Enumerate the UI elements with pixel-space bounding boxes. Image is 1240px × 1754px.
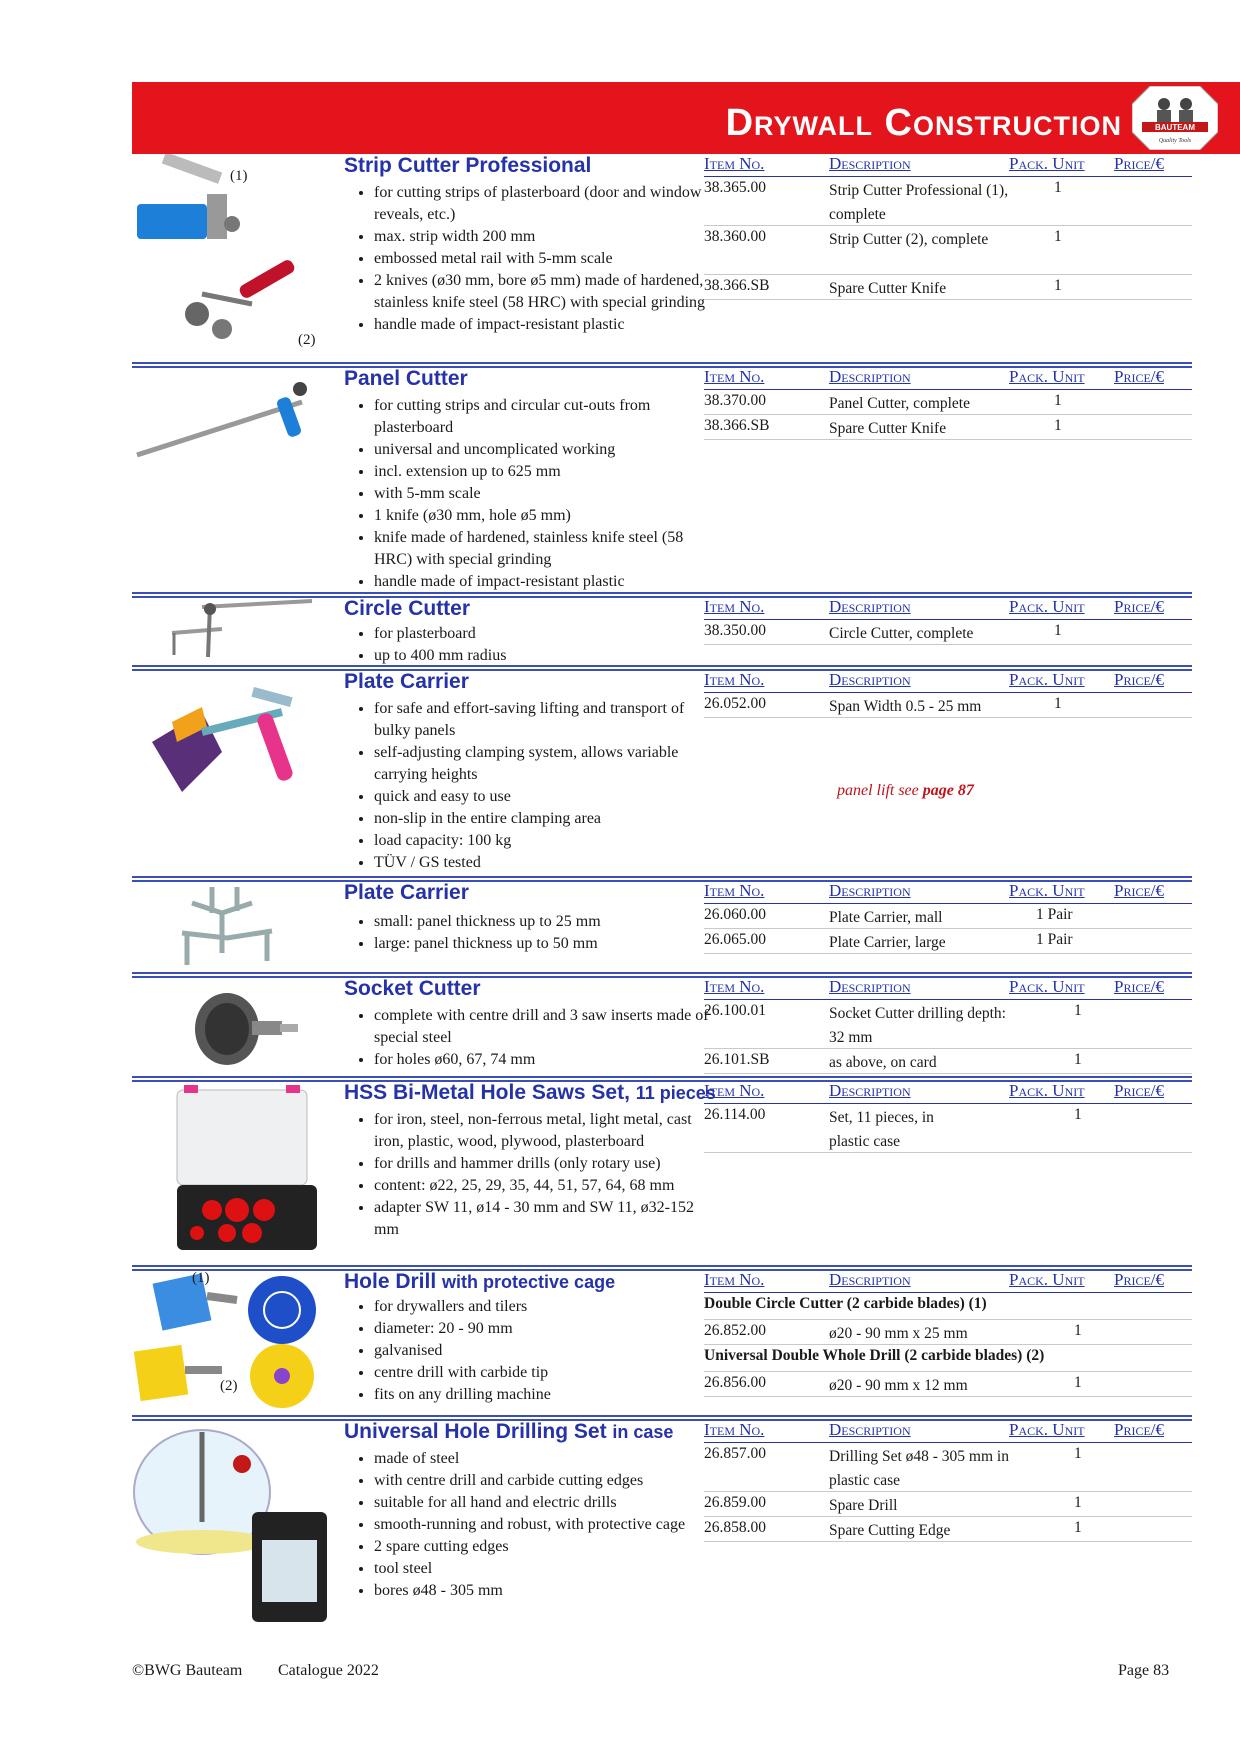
feature-item: • large: panel thickness up to 50 mm: [374, 933, 714, 955]
order-table: [704, 670, 1192, 718]
table-group-label: Double Circle Cutter (2 carbide blades) (1): [704, 1293, 1192, 1320]
product-title: [344, 1420, 673, 1444]
table-group-label: Universal Double Whole Drill (2 carbide blades) (2): [704, 1345, 1192, 1372]
feature-item: • for plasterboard: [374, 623, 714, 645]
item-no: 26.052.00: [704, 695, 766, 712]
item-no: 38.366.SB: [704, 417, 770, 434]
col-pack: Pack. Unit: [1009, 670, 1085, 689]
item-no: 26.065.00: [704, 931, 766, 948]
col-item: Item No.: [704, 1081, 765, 1100]
section-hole-saw-set: [132, 1081, 1192, 1261]
col-price: Price/€: [1114, 597, 1165, 616]
item-no: 38.365.00: [704, 179, 766, 196]
feature-item: • made of steel: [374, 1448, 714, 1470]
plate-carrier-image: [142, 682, 322, 832]
feature-list: [344, 1448, 714, 1602]
logo-text: BAUTEAM: [1155, 123, 1195, 132]
feature-item: • complete with centre drill and 3 saw inserts made of special steel: [374, 1005, 714, 1049]
item-no: 38.366.SB: [704, 277, 770, 294]
product-title: Strip Cutter Professional: [344, 154, 592, 177]
table-header: [704, 670, 1192, 693]
item-no: 26.114.00: [704, 1106, 766, 1123]
section-strip-cutter: [132, 154, 1192, 360]
item-no: 26.060.00: [704, 906, 766, 923]
col-description: Description: [829, 1270, 911, 1289]
table-header: [704, 367, 1192, 390]
pack-unit: 1: [1054, 277, 1062, 294]
table-row: [704, 929, 1192, 954]
title-main: HSS Bi-Metal Hole Saws Set,: [344, 1081, 636, 1104]
col-pack: Pack. Unit: [1009, 977, 1085, 996]
feature-item: • for cutting strips and circular cut-outs from plasterboard: [374, 395, 714, 439]
col-price: Price/€: [1114, 1081, 1165, 1100]
pack-unit: 1: [1074, 1494, 1082, 1511]
product-title: [344, 1270, 615, 1294]
table-row: [704, 1049, 1192, 1074]
pack-unit: 1: [1054, 417, 1062, 434]
feature-item: • non-slip in the entire clamping area: [374, 808, 714, 830]
table-row: [704, 1000, 1192, 1049]
table-header: [704, 1270, 1192, 1293]
col-price: Price/€: [1114, 154, 1165, 173]
feature-list: [344, 1296, 714, 1406]
feature-item: • with 5-mm scale: [374, 483, 714, 505]
order-table: [704, 1081, 1192, 1153]
table-header: [704, 597, 1192, 620]
table-row: [704, 1320, 1192, 1345]
title-main: Hole Drill: [344, 1270, 443, 1293]
table-header: [704, 154, 1192, 177]
feature-item: • bores ø48 - 305 mm: [374, 1580, 714, 1602]
description: Strip Cutter (2), complete: [829, 231, 989, 248]
table-row: [704, 620, 1192, 645]
title-sub: with protective cage: [442, 1272, 616, 1292]
socket-cutter-image: [182, 981, 302, 1069]
table-header: [704, 1081, 1192, 1104]
feature-item: • max. strip width 200 mm: [374, 226, 714, 248]
page-title: Drywall Construction: [725, 102, 1122, 144]
description: Spare Cutter Knife: [829, 280, 947, 297]
col-price: Price/€: [1114, 977, 1165, 996]
section-panel-cutter: [132, 367, 1192, 590]
col-description: Description: [829, 881, 911, 900]
feature-item: • for cutting strips of plasterboard (door and window reveals, etc.): [374, 182, 714, 226]
pack-unit: 1: [1054, 695, 1062, 712]
feature-item: • diameter: 20 - 90 mm: [374, 1318, 714, 1340]
pack-unit: 1: [1054, 622, 1062, 639]
pack-unit: 1: [1074, 1519, 1082, 1536]
col-description: Description: [829, 1081, 911, 1100]
item-no: 26.859.00: [704, 1494, 766, 1511]
feature-item: • for safe and effort-saving lifting and transport of bulky panels: [374, 698, 714, 742]
item-no: 38.370.00: [704, 392, 766, 409]
col-description: Description: [829, 977, 911, 996]
table-header: [704, 881, 1192, 904]
section-hole-drill: [132, 1270, 1192, 1412]
col-price: Price/€: [1114, 1270, 1165, 1289]
pack-unit: 1: [1054, 228, 1062, 245]
table-row: [704, 1104, 1192, 1153]
description: ø20 - 90 mm x 12 mm: [829, 1377, 968, 1394]
plate-carrier-set-image: [172, 883, 292, 969]
pack-unit: 1: [1074, 1374, 1082, 1391]
description: Span Width 0.5 - 25 mm: [829, 698, 982, 715]
col-pack: Pack. Unit: [1009, 154, 1085, 173]
feature-item: • 1 knife (ø30 mm, hole ø5 mm): [374, 505, 714, 527]
section-plate-carrier-2: [132, 881, 1192, 971]
panel-cutter-image: [132, 367, 332, 567]
description: Spare Drill: [829, 1497, 898, 1514]
product-title: Circle Cutter: [344, 597, 471, 620]
footer-copyright: ©BWG Bauteam: [132, 1662, 243, 1679]
description: Spare Cutting Edge: [829, 1522, 951, 1539]
col-pack: Pack. Unit: [1009, 597, 1085, 616]
pack-unit: 1: [1074, 1051, 1082, 1068]
pack-unit: 1 Pair: [1036, 906, 1073, 923]
hole-saw-case-image: [172, 1085, 322, 1255]
feature-item: • 2 spare cutting edges: [374, 1536, 714, 1558]
section-socket-cutter: [132, 977, 1192, 1073]
feature-item: • TÜV / GS tested: [374, 852, 714, 874]
feature-item: • for drills and hammer drills (only rotary use): [374, 1153, 714, 1175]
feature-list: [344, 182, 714, 336]
table-row: [704, 177, 1192, 226]
item-no: 38.360.00: [704, 228, 766, 245]
circle-cutter-image: [162, 597, 322, 663]
description: Panel Cutter, complete: [829, 395, 970, 412]
description: as above, on card: [829, 1054, 937, 1071]
bauteam-logo: [1132, 86, 1218, 150]
col-item: Item No.: [704, 977, 765, 996]
note-text: panel lift see: [837, 782, 923, 799]
pack-unit: 1: [1074, 1002, 1082, 1019]
item-no: 26.856.00: [704, 1374, 766, 1391]
col-price: Price/€: [1114, 670, 1165, 689]
feature-item: • small: panel thickness up to 25 mm: [374, 911, 714, 933]
col-pack: Pack. Unit: [1009, 1081, 1085, 1100]
col-price: Price/€: [1114, 1420, 1165, 1439]
pack-unit: 1: [1074, 1322, 1082, 1339]
table-header: [704, 1420, 1192, 1443]
product-title: Socket Cutter: [344, 977, 481, 1000]
item-no: 26.857.00: [704, 1445, 766, 1462]
section-plate-carrier: [132, 670, 1192, 870]
feature-item: • handle made of impact-resistant plastic: [374, 571, 714, 593]
cross-reference-note: [837, 782, 974, 800]
feature-item: • smooth-running and robust, with protective cage: [374, 1514, 714, 1536]
col-pack: Pack. Unit: [1009, 1420, 1085, 1439]
col-item: Item No.: [704, 670, 765, 689]
feature-item: • load capacity: 100 kg: [374, 830, 714, 852]
order-table: [704, 597, 1192, 645]
product-title: Plate Carrier: [344, 670, 469, 693]
col-item: Item No.: [704, 597, 765, 616]
order-table: [704, 367, 1192, 440]
pack-unit: 1: [1074, 1445, 1082, 1462]
feature-item: • quick and easy to use: [374, 786, 714, 808]
col-pack: Pack. Unit: [1009, 881, 1085, 900]
footer-page-number: Page 83: [1118, 1662, 1170, 1679]
image-label-1: (1): [192, 1270, 210, 1286]
col-description: Description: [829, 367, 911, 386]
table-header: [704, 977, 1192, 1000]
product-title: Plate Carrier: [344, 881, 469, 904]
description: Strip Cutter Professional (1), complete: [829, 182, 1009, 223]
logo-tagline: Quality Tools: [1158, 138, 1192, 144]
title-sub: in case: [612, 1422, 674, 1442]
order-table: [704, 977, 1192, 1074]
col-pack: Pack. Unit: [1009, 367, 1085, 386]
feature-item: • suitable for all hand and electric drills: [374, 1492, 714, 1514]
col-item: Item No.: [704, 1420, 765, 1439]
feature-item: • knife made of hardened, stainless knife steel (58 HRC) with special grinding: [374, 527, 714, 571]
item-no: 38.350.00: [704, 622, 766, 639]
col-item: Item No.: [704, 1270, 765, 1289]
item-no: 26.852.00: [704, 1322, 766, 1339]
feature-item: • for drywallers and tilers: [374, 1296, 714, 1318]
col-item: Item No.: [704, 881, 765, 900]
product-title: Panel Cutter: [344, 367, 468, 390]
order-table: [704, 1270, 1192, 1397]
image-label-1: (1): [230, 168, 248, 184]
order-table: [704, 1420, 1192, 1542]
item-no: 26.100.01: [704, 1002, 766, 1019]
col-item: Item No.: [704, 367, 765, 386]
image-label-2: (2): [220, 1378, 238, 1394]
table-row: [704, 1517, 1192, 1542]
col-description: Description: [829, 1420, 911, 1439]
description: Spare Cutter Knife: [829, 420, 947, 437]
feature-item: • incl. extension up to 625 mm: [374, 461, 714, 483]
product-title: [344, 1081, 716, 1105]
feature-item: • for iron, steel, non-ferrous metal, light metal, cast iron, plastic, wood, plywood, plasterboard: [374, 1109, 714, 1153]
description: Plate Carrier, mall: [829, 909, 943, 926]
section-circle-cutter: [132, 597, 1192, 663]
feature-list: [344, 698, 714, 874]
col-description: Description: [829, 154, 911, 173]
description: Circle Cutter, complete: [829, 625, 974, 642]
table-row: [704, 415, 1192, 440]
table-row: [704, 390, 1192, 415]
title-main: Universal Hole Drilling Set: [344, 1420, 613, 1443]
table-row: [704, 904, 1192, 929]
pack-unit: 1: [1074, 1106, 1082, 1123]
footer-catalogue: Catalogue 2022: [278, 1662, 379, 1679]
description: ø20 - 90 mm x 25 mm: [829, 1325, 968, 1342]
description: Set, 11 pieces, in plastic case: [829, 1109, 934, 1150]
description: Plate Carrier, large: [829, 934, 946, 951]
feature-item: • handle made of impact-resistant plastic: [374, 314, 714, 336]
image-label-2: (2): [298, 332, 316, 348]
header-banner: [132, 82, 1240, 154]
feature-list: [344, 395, 714, 593]
table-row: [704, 1492, 1192, 1517]
order-table: [704, 154, 1192, 300]
feature-item: • self-adjusting clamping system, allows variable carrying heights: [374, 742, 714, 786]
title-sub: 11 pieces: [635, 1083, 716, 1103]
item-no: 26.101.SB: [704, 1051, 770, 1068]
feature-list: [344, 911, 714, 955]
table-row: [704, 226, 1192, 275]
col-price: Price/€: [1114, 367, 1165, 386]
col-description: Description: [829, 670, 911, 689]
feature-list: [344, 1005, 714, 1071]
feature-item: • universal and uncomplicated working: [374, 439, 714, 461]
item-no: 26.858.00: [704, 1519, 766, 1536]
pack-unit: 1: [1054, 392, 1062, 409]
feature-list: [344, 1109, 714, 1241]
feature-item: • fits on any drilling machine: [374, 1384, 714, 1406]
hole-drilling-set-image: [132, 1422, 332, 1632]
col-price: Price/€: [1114, 881, 1165, 900]
description: Drilling Set ø48 - 305 mm in plastic case: [829, 1448, 1009, 1489]
section-hole-drilling-set: [132, 1420, 1192, 1635]
feature-item: • tool steel: [374, 1558, 714, 1580]
pack-unit: 1: [1054, 179, 1062, 196]
col-item: Item No.: [704, 154, 765, 173]
table-row: [704, 275, 1192, 300]
feature-item: • with centre drill and carbide cutting edges: [374, 1470, 714, 1492]
feature-item: • for holes ø60, 67, 74 mm: [374, 1049, 714, 1071]
order-table: [704, 881, 1192, 954]
feature-item: • centre drill with carbide tip: [374, 1362, 714, 1384]
feature-item: • content: ø22, 25, 29, 35, 44, 51, 57, 64, 68 mm: [374, 1175, 714, 1197]
feature-list: [344, 623, 714, 667]
feature-item: • galvanised: [374, 1340, 714, 1362]
table-row: [704, 693, 1192, 718]
table-row: [704, 1372, 1192, 1397]
feature-item: • up to 400 mm radius: [374, 645, 714, 667]
pack-unit: 1 Pair: [1036, 931, 1073, 948]
description: Socket Cutter drilling depth: 32 mm: [829, 1005, 1006, 1046]
table-row: [704, 1443, 1192, 1492]
feature-item: • adapter SW 11, ø14 - 30 mm and SW 11, ø32-152 mm: [374, 1197, 714, 1241]
note-page-link[interactable]: page 87: [922, 782, 974, 799]
col-description: Description: [829, 597, 911, 616]
feature-item: • embossed metal rail with 5-mm scale: [374, 248, 714, 270]
col-pack: Pack. Unit: [1009, 1270, 1085, 1289]
feature-item: • 2 knives (ø30 mm, bore ø5 mm) made of hardened, stainless knife steel (58 HRC) with special grinding: [374, 270, 714, 314]
